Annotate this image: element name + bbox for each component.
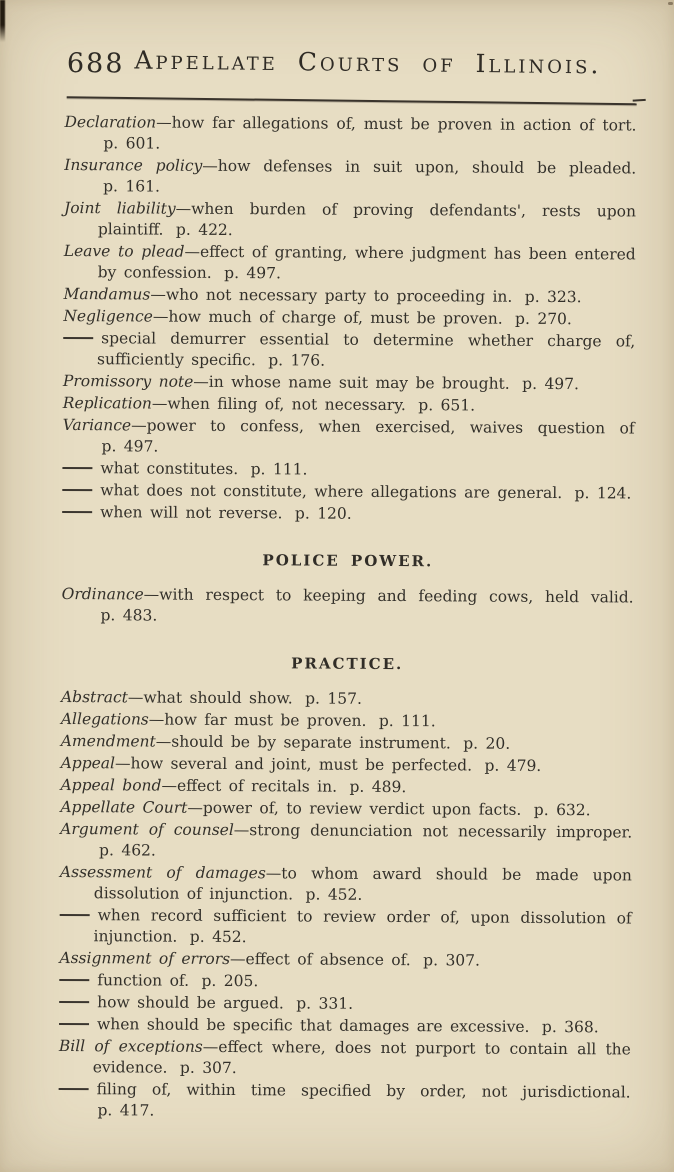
index-entry (59, 948, 631, 972)
em-dash: — (265, 864, 282, 883)
em-dash: — (161, 776, 178, 795)
index-entry (60, 775, 632, 799)
entry-term: Leave to plead (63, 241, 185, 261)
page-ref: p. 323. (524, 287, 582, 307)
page-ref: p. 270. (515, 309, 572, 329)
entry-text: effect of recitals in. (176, 776, 338, 796)
index-entry (59, 970, 631, 994)
running-head: Appellate Courts of Illinois. (134, 45, 602, 80)
index-entry (60, 797, 632, 821)
index-entry (61, 731, 633, 755)
em-dash: — (148, 710, 165, 729)
index-entry (64, 198, 636, 243)
entry-text: should be by separate instrument. (171, 732, 451, 753)
index-entry (63, 284, 635, 308)
index-entry (63, 306, 635, 330)
index-entry (63, 328, 635, 373)
index-entry (60, 819, 632, 864)
entry-text: effect where, does not purport to contain all the evidence. (92, 1037, 631, 1077)
em-dash: — (127, 688, 144, 707)
entry-term: Insurance policy (64, 155, 203, 175)
page-ref: p. 120. (294, 504, 352, 523)
entry-term: Joint liability (63, 198, 176, 218)
index-entry (64, 155, 636, 200)
entry-text: to whom award should be made upon dissolution of injunction. (93, 864, 632, 904)
entry-text: who not necessary party to proceeding in. (165, 285, 513, 306)
continuation-dash (59, 1023, 89, 1025)
em-dash: — (131, 416, 147, 435)
page-ref: p. 479. (484, 756, 542, 775)
continuation-dash (59, 1001, 89, 1003)
em-dash: — (155, 732, 172, 751)
entry-term: Mandamus (63, 284, 151, 304)
index-entry (62, 458, 634, 482)
page-ref: p. 497. (101, 437, 159, 456)
em-dash: — (143, 585, 160, 604)
continuation-dash (59, 1088, 89, 1090)
entry-text: strong denunciation not necessarily improper. (249, 821, 633, 842)
entry-text: filing of, within time specified by order, not jurisdictional. (96, 1080, 631, 1102)
entry-text: when will not reverse. (100, 503, 283, 523)
page-ref: p. 632. (533, 800, 591, 820)
entry-term: Negligence (63, 306, 153, 326)
index-entry (64, 241, 636, 286)
em-dash: — (152, 307, 169, 326)
page-header (65, 46, 637, 95)
index-entry (63, 371, 635, 395)
entry-text: power to confess, when exercised, waives question of (146, 416, 635, 438)
page-ref: p. 417. (97, 1101, 155, 1120)
entry-term: Assignment of errors (59, 948, 231, 969)
entry-term: Ordinance (61, 584, 144, 604)
page-ref: p. 20. (463, 734, 511, 753)
page-ref: p. 452. (305, 885, 363, 904)
continuation-dash (62, 467, 92, 469)
index-entry (62, 502, 634, 526)
page-ref: p. 489. (349, 777, 407, 797)
page-ref: p. 307. (423, 951, 481, 970)
page-ref: p. 368. (541, 1017, 599, 1037)
entry-text: when record sufficient to review order of, upon dissolution of injunction. (93, 906, 632, 946)
entry-text: when should be specific that damages are excessive. (96, 1015, 530, 1036)
entry-text: when burden of proving defendants', rests upon plaintiff. (97, 199, 637, 239)
page-ref: p. 651. (418, 396, 476, 415)
continuation-dash (62, 489, 92, 491)
index-entry (61, 709, 633, 733)
entry-term: Declaration (64, 112, 157, 132)
continuation-dash (60, 914, 90, 916)
continuation-dash (63, 337, 93, 339)
index-entry (64, 112, 636, 157)
scan-speck (668, 2, 673, 5)
header-rule (67, 96, 637, 105)
entry-text: power of, to review verdict upon facts. (202, 798, 522, 819)
em-dash: — (175, 199, 192, 218)
em-dash: — (193, 372, 209, 391)
section-heading: PRACTICE. (291, 654, 404, 674)
entry-text: how far allegations of, must be proven in action of tort. (171, 113, 637, 135)
em-dash: — (202, 156, 218, 175)
entry-term: Abstract (60, 687, 128, 707)
page-ref: p. 124. (574, 484, 632, 503)
entry-text: effect of granting, where judgment has been entered by confession. (97, 242, 636, 282)
em-dash: — (187, 798, 203, 817)
entry-text: how should be argued. (97, 993, 284, 1013)
index-entry (59, 905, 631, 950)
entry-term: Appellate Court (60, 797, 188, 817)
em-dash: — (150, 285, 166, 304)
page-ref: p. 462. (99, 841, 156, 860)
em-dash: — (230, 950, 246, 969)
entry-term: Appeal bond (60, 775, 162, 795)
page-ref: p. 452. (189, 927, 247, 947)
entry-text: how much of charge of, must be proven. (168, 307, 503, 328)
index-entry (61, 687, 633, 711)
continuation-dash (59, 979, 89, 981)
entry-term: Promissory note (62, 371, 194, 391)
page-ref: p. 497. (522, 374, 580, 394)
entry-term: Allegations (60, 709, 149, 729)
em-dash: — (233, 821, 250, 840)
section-heading: POLICE POWER. (262, 551, 434, 571)
entry-text: special demurrer essential to determine whether charge of, sufficiently specific. (97, 329, 636, 370)
entry-term: Appeal (60, 753, 116, 773)
entry-text: how far must be proven. (164, 710, 367, 730)
entry-text: what should show. (143, 688, 293, 708)
index-entry (60, 862, 632, 907)
sections (58, 112, 636, 1124)
page-ref: p. 176. (268, 351, 326, 370)
entry-text: when filing of, not necessary. (167, 394, 406, 415)
page-number: 688 (66, 48, 125, 80)
entry-term: Bill of exceptions (58, 1036, 203, 1056)
entry-text: what constitutes. (100, 459, 239, 479)
em-dash: — (156, 113, 172, 132)
entry-text: function of. (97, 971, 190, 990)
em-dash: — (202, 1037, 219, 1056)
page-ref: p. 111. (250, 460, 308, 479)
entry-term: Argument of counsel (60, 819, 234, 840)
page-ref: p. 422. (175, 220, 233, 240)
em-dash: — (114, 754, 131, 773)
page-ref: p. 601. (103, 134, 161, 153)
em-dash: — (151, 394, 168, 413)
index-entry (59, 992, 631, 1016)
index-entry (63, 393, 635, 417)
entry-text: with respect to keeping and feeding cows, held valid. (159, 585, 634, 607)
index-entry (59, 1014, 631, 1038)
index-entry (61, 584, 633, 629)
page-ref: p. 161. (103, 177, 160, 196)
page-ref: p. 111. (378, 711, 436, 731)
entry-term: Variance (62, 415, 132, 435)
entry-text: in whose name suit may be brought. (208, 372, 510, 393)
page-ref: p. 157. (305, 689, 363, 708)
entry-term: Replication (62, 393, 152, 413)
page-ref: p. 483. (100, 606, 158, 625)
entry-text: what does not constitute, where allegations are general. (100, 481, 563, 503)
index-entry (61, 753, 633, 777)
entry-text: effect of absence of. (245, 950, 411, 970)
scan-edge-mark (0, 0, 5, 42)
entry-text: how several and joint, must be perfected. (130, 754, 473, 775)
entry-text: how defenses in suit upon, should be pleaded. (217, 156, 637, 178)
index-entry (62, 480, 634, 504)
index-entry (62, 415, 634, 460)
page-ref: p. 331. (296, 994, 354, 1013)
entry-term: Assessment of damages (59, 862, 266, 883)
em-dash: — (184, 242, 201, 261)
continuation-dash (62, 511, 92, 513)
page-ref: p. 497. (224, 263, 282, 283)
entry-term: Amendment (60, 731, 156, 751)
page-ref: p. 205. (201, 971, 259, 991)
book-page (58, 46, 637, 1125)
index-entry (58, 1079, 630, 1124)
page-ref: p. 307. (179, 1058, 237, 1078)
index-entry (59, 1036, 631, 1081)
